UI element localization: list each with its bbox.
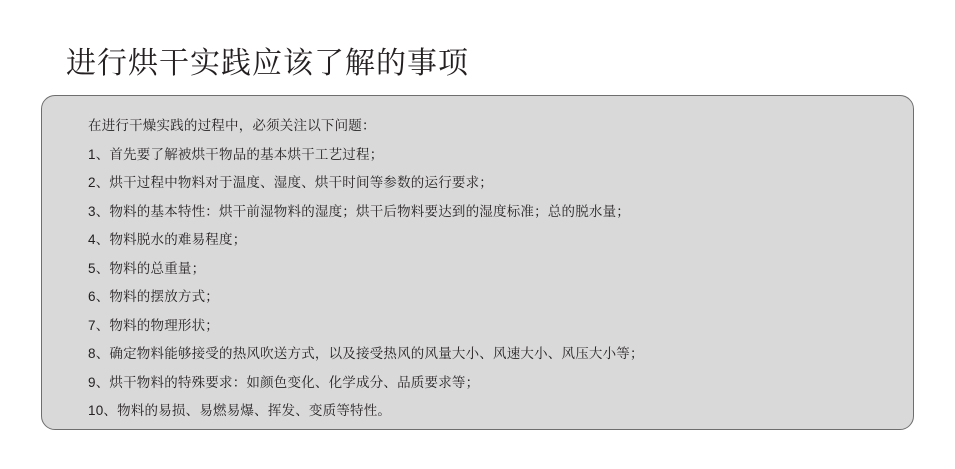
notes-list bbox=[52, 112, 903, 426]
list-item: 6、物料的摆放方式； bbox=[88, 289, 220, 304]
list-item: 3、物料的基本特性：烘干前湿物料的湿度；烘干后物料要达到的湿度标准；总的脱水量； bbox=[88, 203, 631, 219]
list-item: 8、确定物料能够接受的热风吹送方式，以及接受热风的风量大小、风速大小、风压大小等； bbox=[88, 346, 644, 361]
list-intro: 在进行干燥实践的过程中，必须关注以下问题： bbox=[88, 118, 376, 133]
list-item: 10、物料的易损、易燃易爆、挥发、变质等特性。 bbox=[88, 403, 392, 418]
list-item: 4、物料脱水的难易程度； bbox=[88, 232, 247, 247]
page-title: 进行烘干实践应该了解的事项 bbox=[66, 47, 469, 81]
list-item: 2、烘干过程中物料对于温度、湿度、烘干时间等参数的运行要求； bbox=[88, 175, 494, 190]
content-card bbox=[41, 95, 914, 430]
list-item: 5、物料的总重量； bbox=[88, 260, 206, 276]
list-item: 9、烘干物料的特殊要求：如颜色变化、化学成分、品质要求等； bbox=[88, 374, 480, 390]
list-item: 7、物料的物理形状； bbox=[88, 317, 220, 333]
list-item: 1、首先要了解被烘干物品的基本烘干工艺过程； bbox=[88, 146, 384, 162]
